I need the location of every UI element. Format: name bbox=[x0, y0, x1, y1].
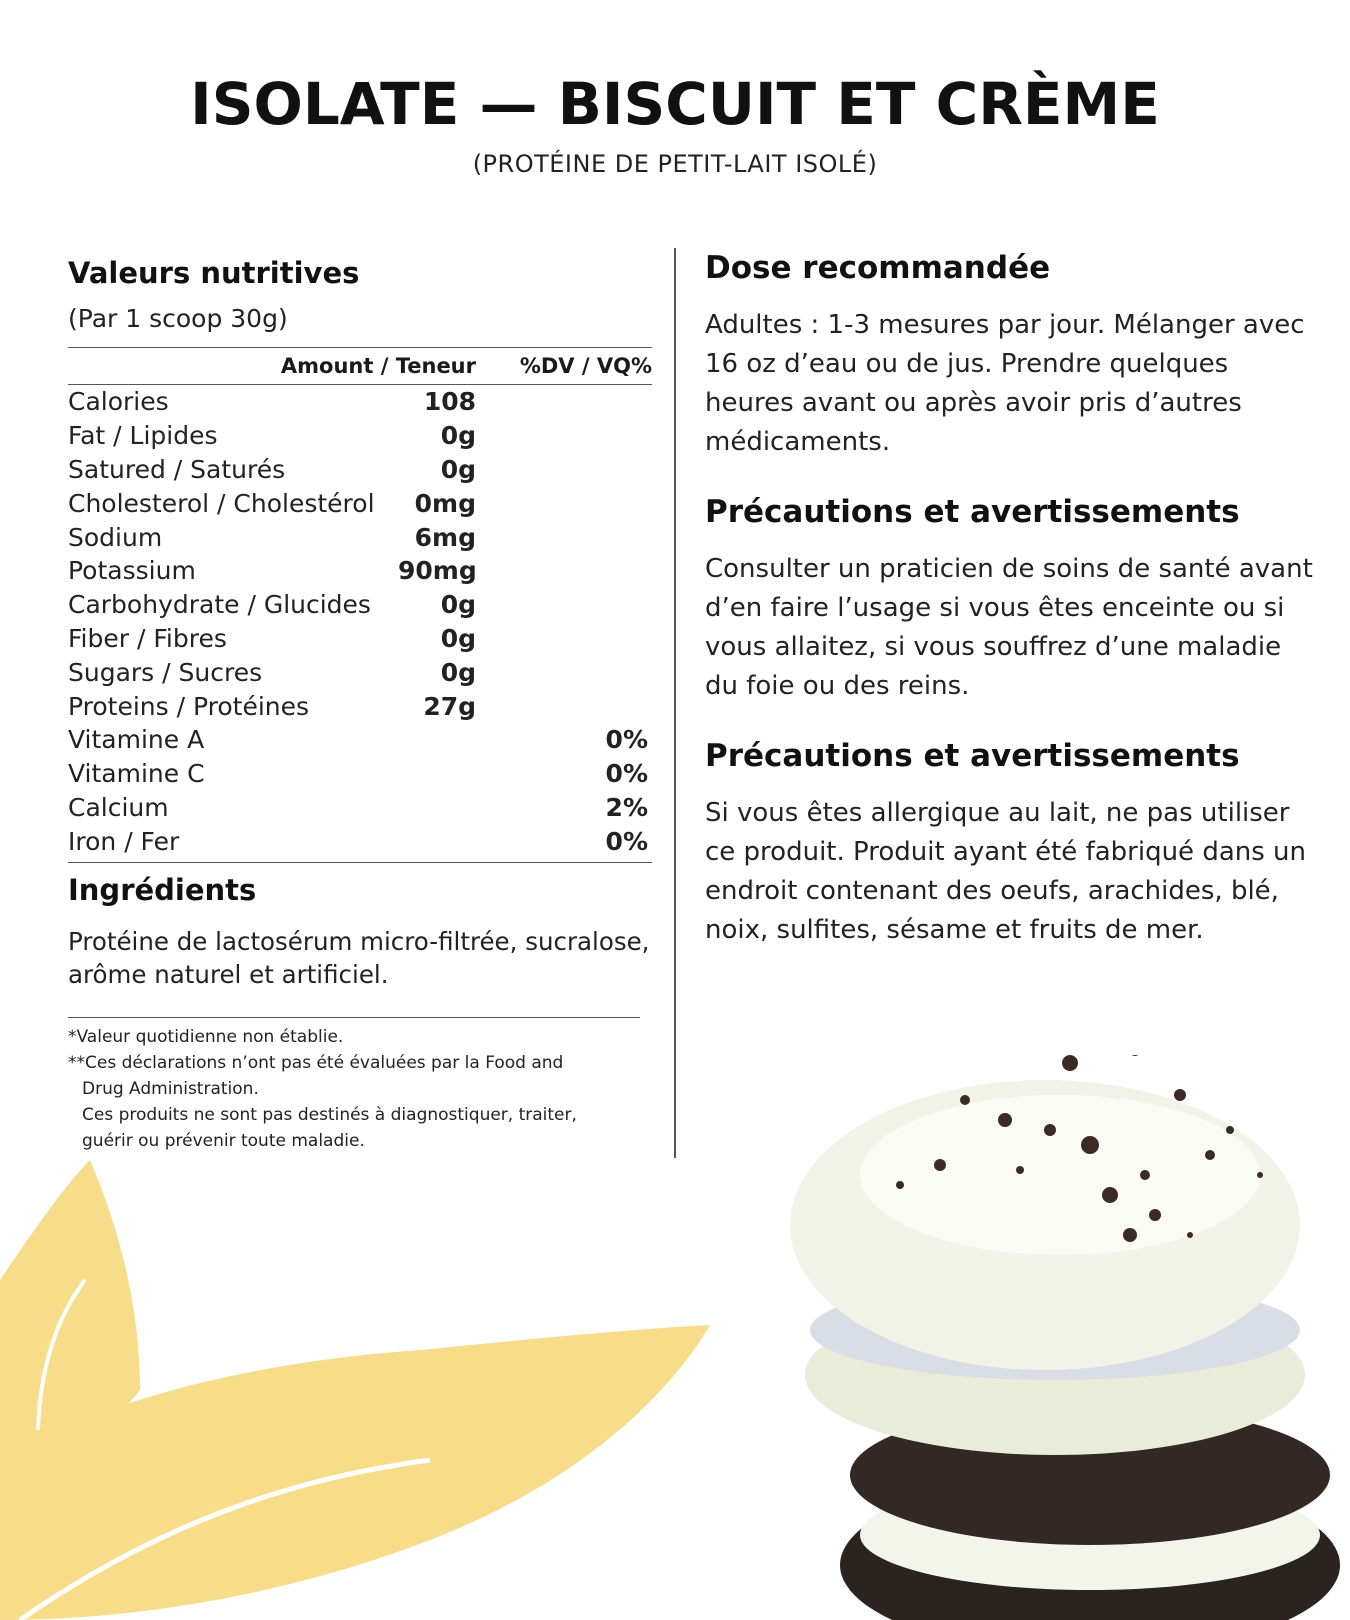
left-column bbox=[68, 256, 652, 1154]
dose-text: Adultes : 1-3 mesures par jour. Mélanger avec 16 oz d’eau ou de jus. Prendre quelques heures avant ou après avoir pris d’autres médicaments. bbox=[705, 310, 1305, 457]
nutrition-row bbox=[68, 453, 652, 487]
macaron-cookie-image bbox=[790, 1055, 1350, 1620]
nutrient-name: Fat / Lipides bbox=[68, 421, 218, 451]
nutrient-amount: 0mg bbox=[414, 488, 476, 518]
nutrient-amount: 0g bbox=[440, 623, 476, 653]
nutrition-row bbox=[68, 419, 652, 453]
nutrient-name: Proteins / Protéines bbox=[68, 691, 310, 721]
nutrient-dv: 0% bbox=[605, 725, 648, 755]
serving-size: (Par 1 scoop 30g) bbox=[68, 304, 288, 333]
footnote-2: **Ces déclarations n’ont pas été évaluées par la Food and bbox=[68, 1053, 564, 1074]
footnote-rule bbox=[68, 1017, 640, 1018]
precautions-title-1: Précautions et avertissements bbox=[705, 494, 1240, 530]
nutrient-name: Potassium bbox=[68, 556, 196, 586]
nutrient-amount: 0g bbox=[440, 657, 476, 687]
nutrient-amount: 6mg bbox=[414, 522, 476, 552]
nutrient-amount: 90mg bbox=[398, 556, 477, 586]
footnotes bbox=[68, 1024, 652, 1154]
leaf-decoration bbox=[0, 1160, 720, 1620]
footnote-5: guérir ou prévenir toute maladie. bbox=[82, 1131, 365, 1152]
ingredients-text: Protéine de lactosérum micro-filtrée, sucralose, arôme naturel et artificiel. bbox=[68, 927, 650, 990]
nutrition-row bbox=[68, 723, 652, 757]
right-column bbox=[705, 250, 1315, 950]
precautions-text-1: Consulter un praticien de soins de santé avant d’en faire l’usage si vous êtes enceinte ou si vous allaitez, si vous souffrez d’une maladie du foie ou des reins. bbox=[705, 554, 1313, 701]
table-bottom-rule bbox=[68, 862, 652, 863]
column-divider bbox=[674, 248, 676, 1158]
nutrition-row bbox=[68, 757, 652, 791]
nutrient-name: Sodium bbox=[68, 522, 163, 552]
column-dv: %DV / VQ% bbox=[519, 354, 652, 378]
nutrient-name: Carbohydrate / Glucides bbox=[68, 590, 371, 620]
nutrient-name: Satured / Saturés bbox=[68, 454, 286, 484]
precautions-text-2: Si vous êtes allergique au lait, ne pas utiliser ce produit. Produit ayant été fabriqué dans un endroit contenant des oeufs, arachides, blé, noix, sulfites, sésame et fruits de mer. bbox=[705, 798, 1306, 945]
nutrient-amount: 0g bbox=[440, 454, 476, 484]
nutrient-amount: 0g bbox=[440, 421, 476, 451]
nutrient-amount: 27g bbox=[423, 691, 476, 721]
nutrient-amount: 108 bbox=[423, 387, 476, 417]
nutrient-dv: 0% bbox=[605, 826, 648, 856]
nutrition-row bbox=[68, 554, 652, 588]
nutrition-row bbox=[68, 791, 652, 825]
nutrient-name: Cholesterol / Cholestérol bbox=[68, 488, 375, 518]
nutrient-name: Calories bbox=[68, 387, 169, 417]
nutrient-name: Vitamine C bbox=[68, 759, 205, 789]
nutrition-row bbox=[68, 655, 652, 689]
footnote-1: *Valeur quotidienne non établie. bbox=[68, 1027, 344, 1048]
nutrition-row bbox=[68, 689, 652, 723]
macaron-highlight bbox=[860, 1095, 1260, 1255]
nutrition-row bbox=[68, 622, 652, 656]
precautions-title-2: Précautions et avertissements bbox=[705, 738, 1240, 774]
nutrient-name: Vitamine A bbox=[68, 725, 205, 755]
footnote-4: Ces produits ne sont pas destinés à diagnostiquer, traiter, bbox=[82, 1105, 577, 1126]
nutrient-name: Fiber / Fibres bbox=[68, 623, 227, 653]
nutrient-amount: 0g bbox=[440, 590, 476, 620]
nutrient-dv: 2% bbox=[605, 792, 648, 822]
nutrition-row bbox=[68, 824, 652, 858]
nutrient-name: Calcium bbox=[68, 792, 169, 822]
nutrient-dv: 0% bbox=[605, 759, 648, 789]
ingredients-title: Ingrédients bbox=[68, 873, 257, 908]
nutrient-name: Sugars / Sucres bbox=[68, 657, 263, 687]
page-subtitle: (PROTÉINE DE PETIT-LAIT ISOLÉ) bbox=[472, 150, 878, 178]
nutrition-row bbox=[68, 588, 652, 622]
nutrient-name: Iron / Fer bbox=[68, 826, 180, 856]
footnote-3: Drug Administration. bbox=[82, 1079, 259, 1100]
dose-title: Dose recommandée bbox=[705, 250, 1051, 286]
nutrition-table bbox=[68, 385, 652, 858]
page-title: ISOLATE — BISCUIT ET CRÈME bbox=[190, 70, 1160, 138]
nutrition-row bbox=[68, 486, 652, 520]
nutrition-row bbox=[68, 520, 652, 554]
nutrition-table-header bbox=[68, 348, 652, 384]
nutrition-title: Valeurs nutritives bbox=[68, 256, 360, 290]
column-amount: Amount / Teneur bbox=[280, 354, 476, 378]
nutrition-row bbox=[68, 385, 652, 419]
